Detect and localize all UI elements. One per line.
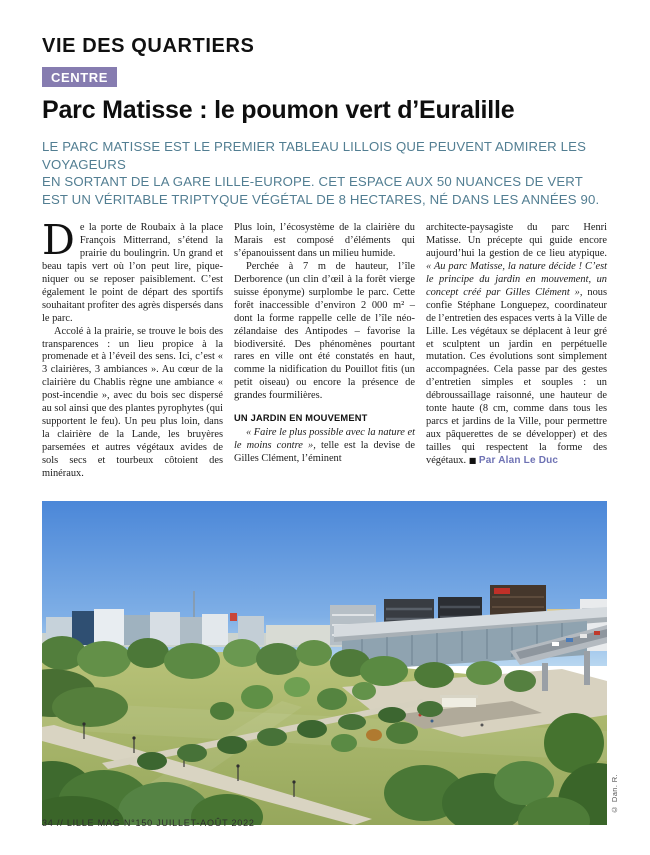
paragraph: Plus loin, l’écosystème de la clairière du Marais est composé d’éléments qui s’épanouissent dans un milieu humide. — [234, 222, 415, 260]
column-2 — [234, 222, 415, 491]
article-lede — [42, 138, 607, 208]
paragraph — [234, 427, 415, 466]
photo-credit: © Dan. R. — [610, 773, 619, 814]
end-square-icon: ■ — [468, 455, 477, 465]
lede-line: EN SORTANT DE LA GARE LILLE-EUROPE. CET ESPACE AUX 50 NUANCES DE VERT — [42, 174, 583, 190]
column-3 — [426, 222, 607, 491]
paragraph-text: telle est la devise de Gilles Clément, l’éminent — [234, 439, 415, 464]
lede-line: EST UN VÉRITABLE TRIPTYQUE VÉGÉTAL DE 8 HECTARES, NÉ DANS LES ANNÉES 90. — [42, 191, 600, 207]
article-columns — [42, 216, 607, 491]
district-badge: CENTRE — [42, 67, 117, 87]
park-photo — [42, 501, 607, 825]
paragraph: Perchée à 7 m de hauteur, l’île Derborence (un clin d’œil à la forêt vierge suisse éponyme) surplombe le parc. Cette forêt inaccessible d’environ 2 000 m² – dont la forme rappelle celle de l’île néo-zélandaise des Antipodes – favorise la biodiversité. Des phénomènes pourtant rares en ville ont été constatés en haut, comme la nidification du Pouillot fitis (un petit oiseau) ou encore la présence de grandes fourmilières. — [234, 261, 415, 402]
article-title: Parc Matisse : le poumon vert d’Euralille — [42, 96, 515, 124]
author-byline: Par Alan Le Duc — [478, 454, 559, 466]
paragraph — [42, 216, 223, 325]
paragraph-text: e la porte de Roubaix à la place François Mitterrand, s’étend la prairie du boulingrin. Un grand et beau tapis vert où l’on peut lire, pique-niquer ou se reposer paisiblement. C’est également le point de départ des sportifs souhaitant profiter des agrès dispersés dans le parc. — [42, 222, 223, 324]
paragraph-text: architecte-paysagiste du parc Henri Matisse. Un précepte qui guide encore aujourd’hui la gestion de ce lieu atypique. — [426, 222, 607, 260]
quote-text: « Faire le plus possible avec la nature et le moins contre », — [234, 426, 415, 451]
quote-text: « Au parc Matisse, la nature décide ! C’est le principe du jardin en mouvement, un concept créé par Gilles Clément », — [426, 261, 607, 298]
drop-cap: D — [42, 216, 75, 265]
sub-heading: UN JARDIN EN MOUVEMENT — [234, 413, 368, 424]
page-footer: 34 // LILLE MAG N°150 JUILLET-AOÛT 2022 — [42, 818, 255, 828]
page-content — [42, 0, 607, 825]
paragraph — [426, 222, 607, 467]
column-1 — [42, 216, 223, 491]
paragraph-text: nous confie Stéphane Longuepez, coordinateur de l’entretien des espaces verts à la Ville de Lille. Les végétaux se déplacent à leur gré et sculptent un jardin en perpétuelle mutation. Ces évolutions sont simplement accompagnées. Cela passe par des gestes d’entretien simples et souples : un débroussaillage raisonné, une hauteur de tonte haute (8 cm, comme dans tous les parcs et jardins de la Ville, pour permettre aux pâquerettes de se développer) et des tailles qui respectent la forme des végétaux. — [426, 286, 607, 466]
park-photo-illustration — [42, 501, 607, 825]
section-title: VIE DES QUARTIERS — [42, 35, 255, 57]
paragraph: Accolé à la prairie, se trouve le bois des transparences : un lieu propice à la promenade et à l’éveil des sens. Ici, c’est « 3 clairières, 3 ambiances ». Au cœur de la clairière du Chablis règne une ambiance « post-incendie », avec du bois sec dispersé au sol ainsi que des plantes pyrophytes (qui supportent le feu). Un peu plus loin, dans la clairière de la Lande, les bruyères parsemées et autres végétaux avides de sols secs et tourbeux côtoient des minéraux. — [42, 325, 223, 479]
lede-line: LE PARC MATISSE EST LE PREMIER TABLEAU LILLOIS QUE PEUVENT ADMIRER LES VOYAGEURS — [42, 139, 587, 172]
